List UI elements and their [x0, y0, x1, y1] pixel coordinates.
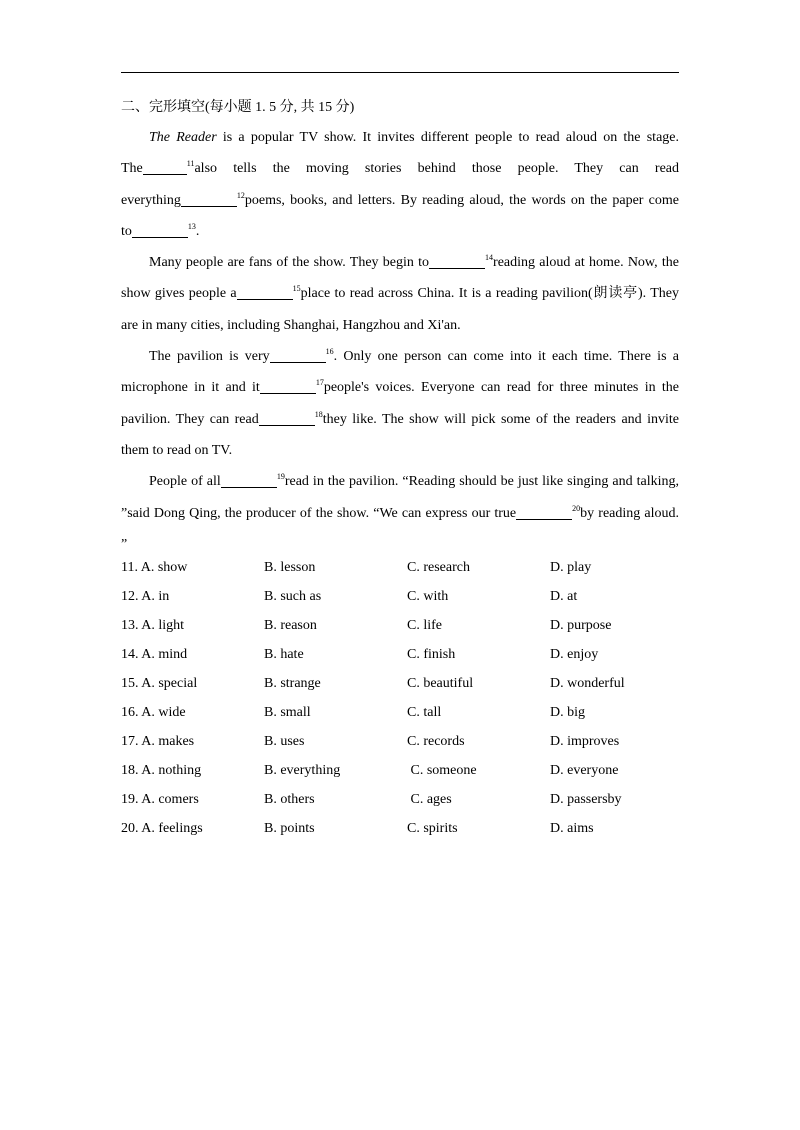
blank-number: 12 — [236, 190, 245, 200]
blank-19 — [221, 473, 277, 488]
option-row — [121, 731, 681, 760]
option: C. life — [407, 618, 442, 633]
option: B. small — [264, 705, 311, 720]
option-row — [121, 818, 681, 847]
passage-line: show gives people a $^{15}$place to read across China. It is a reading pavilion(朗读亭). They — [121, 284, 679, 302]
option: D. passersby — [550, 792, 622, 807]
option: B. uses — [264, 734, 305, 749]
option: B. lesson — [264, 560, 316, 575]
passage-line: Many people are fans of the show. They begin to $^{14}$reading aloud at home. Now, the — [149, 253, 679, 271]
option: C. tall — [407, 705, 442, 720]
option: D. enjoy — [550, 647, 599, 662]
blank-number: 20 — [572, 503, 581, 513]
option: B. points — [264, 821, 315, 836]
option-row — [121, 586, 681, 615]
option-row — [121, 615, 681, 644]
option: 15. A. special — [121, 676, 198, 691]
blank-18 — [259, 411, 315, 426]
option: C. research — [407, 560, 470, 575]
option: D. play — [550, 560, 592, 575]
cloze-passage — [121, 122, 679, 560]
option: 19. A. comers — [121, 792, 199, 807]
top-rule — [121, 72, 679, 73]
option: D. wonderful — [550, 676, 625, 691]
option: C. finish — [407, 647, 456, 662]
option: 16. A. wide — [121, 705, 186, 720]
blank-12 — [181, 192, 237, 207]
show-title: The Reader — [149, 130, 217, 145]
answer-options — [121, 557, 681, 847]
option-row — [121, 702, 681, 731]
option-row — [121, 673, 681, 702]
section-heading: 二、完形填空(每小题 1. 5 分, 共 15 分) — [121, 100, 355, 115]
passage-line: to $^{13}$. — [121, 221, 200, 239]
option: B. everything — [264, 763, 341, 778]
blank-number: 18 — [314, 409, 323, 419]
option: D. aims — [550, 821, 594, 836]
blank-20 — [516, 505, 572, 520]
passage-line: everything $^{12}$poems, books, and letters. By reading aloud, the words on the paper come — [121, 190, 679, 208]
blank-number: 16 — [325, 347, 334, 357]
blank-13 — [132, 223, 188, 238]
option: B. such as — [264, 589, 322, 604]
option-row — [121, 644, 681, 673]
blank-16 — [270, 348, 326, 363]
option: B. others — [264, 792, 315, 807]
passage-line: The Reader is a popular TV show. It invites different people to read aloud on the stage. — [149, 130, 679, 145]
passage-line: them to read on TV. — [121, 442, 233, 458]
option: D. at — [550, 589, 578, 604]
option-row — [121, 557, 681, 586]
passage-line: ”said Dong Qing, the producer of the show. “We can express our true $^{20}$by reading aloud. — [121, 503, 679, 521]
option-row — [121, 760, 681, 789]
blank-14 — [429, 254, 485, 269]
passage-line: People of all $^{19}$read in the pavilion. “Reading should be just like singing and talking, — [149, 472, 679, 490]
option: C. spirits — [407, 821, 458, 836]
option: C. beautiful — [407, 676, 474, 691]
blank-number: 19 — [276, 472, 285, 482]
option: 14. A. mind — [121, 647, 188, 662]
passage-line: The pavilion is very $^{16}$. Only one person can come into it each time. There is a — [149, 347, 679, 365]
passage-line: ” — [121, 536, 128, 552]
option: 11. A. show — [121, 560, 188, 575]
option: D. improves — [550, 734, 620, 749]
blank-number: 11 — [186, 159, 195, 169]
option: D. purpose — [550, 618, 612, 633]
option: C. records — [407, 734, 465, 749]
passage-line: pavilion. They can read $^{18}$they like. The show will pick some of the readers and invite — [121, 409, 679, 427]
blank-11 — [143, 160, 187, 175]
option: D. big — [550, 705, 585, 720]
blank-number: 15 — [292, 284, 301, 294]
passage-line: are in many cities, including Shanghai, Hangzhou and Xi'an. — [121, 317, 461, 333]
option: 12. A. in — [121, 589, 170, 604]
option: 20. A. feelings — [121, 821, 203, 836]
option-row — [121, 789, 681, 818]
option: C. with — [407, 589, 449, 604]
option: C. ages — [407, 792, 452, 807]
option: D. everyone — [550, 763, 619, 778]
blank-17 — [260, 379, 316, 394]
blank-number: 17 — [315, 378, 324, 388]
option: 18. A. nothing — [121, 763, 202, 778]
passage-line: microphone in it and it $^{17}$people's voices. Everyone can read for three minutes in the — [121, 378, 679, 396]
option: B. hate — [264, 647, 304, 662]
blank-number: 13 — [187, 221, 196, 231]
blank-number: 14 — [485, 253, 494, 263]
option: 17. A. makes — [121, 734, 195, 749]
option: B. strange — [264, 676, 321, 691]
option: 13. A. light — [121, 618, 185, 633]
option: C. someone — [407, 763, 477, 778]
passage-line: The $^{11}$also tells the moving stories behind those people. They can read — [121, 159, 679, 177]
blank-15 — [237, 285, 293, 300]
option: B. reason — [264, 618, 317, 633]
